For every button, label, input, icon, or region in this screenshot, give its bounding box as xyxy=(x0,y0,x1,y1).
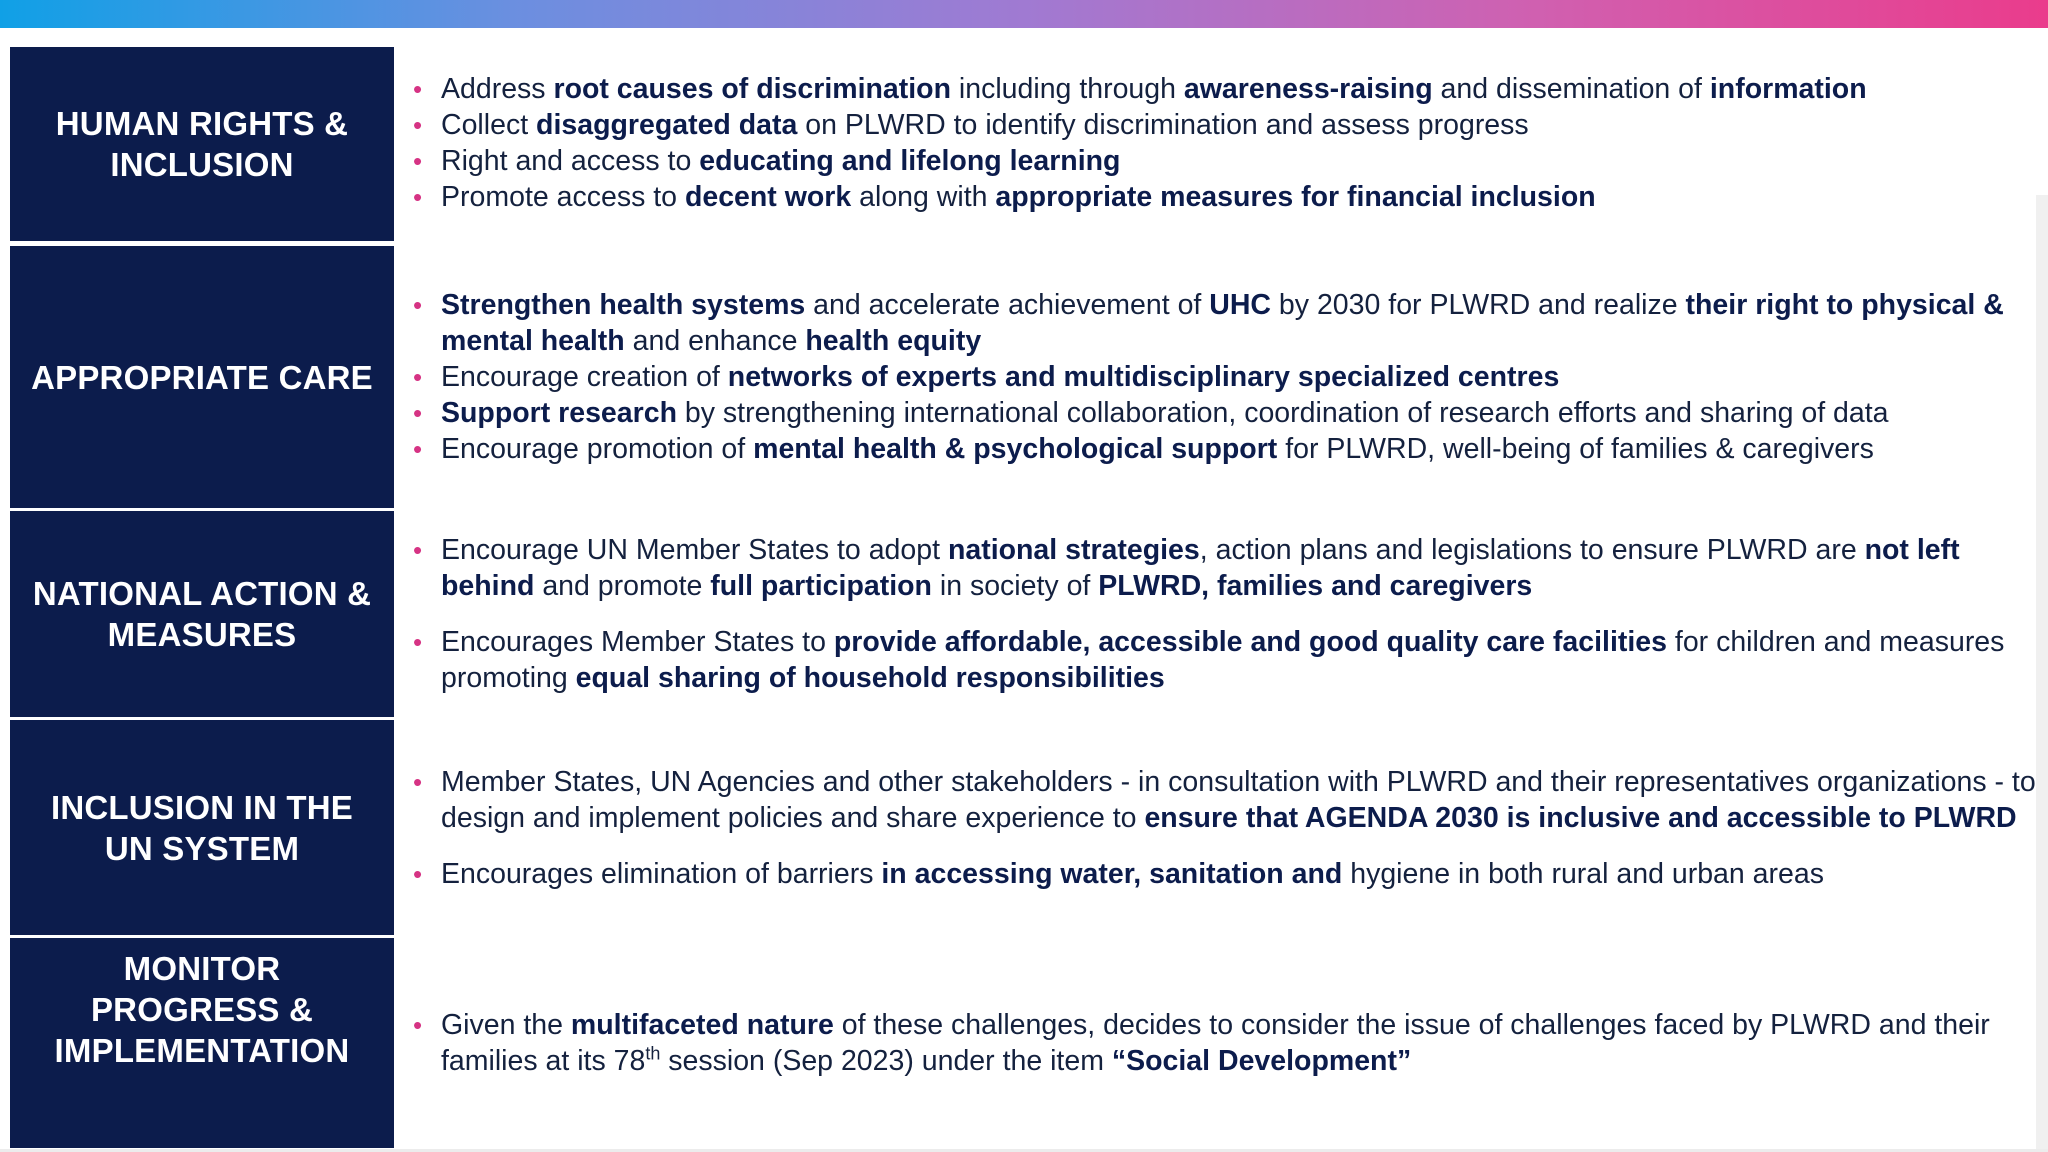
bullet-text-run: Encourages Member States to xyxy=(441,626,834,658)
section-label-box xyxy=(10,938,394,1148)
bullet-item xyxy=(410,287,2040,359)
bullet-item xyxy=(410,71,2040,107)
section-human-rights xyxy=(10,47,2040,241)
bullet-text-run: and dissemination of xyxy=(1432,73,1710,105)
bullet-text-run: hygiene in both rural and urban areas xyxy=(1342,857,1824,890)
bullet-list xyxy=(410,938,2040,1148)
bullet-text-run: networks of experts and multidisciplinary specialized centres xyxy=(727,361,1560,393)
section-label-box xyxy=(10,720,394,935)
bullet-text-run: along with xyxy=(851,181,996,213)
bullet-text-run: disaggregated data xyxy=(536,109,798,141)
bullet-text-run: provide affordable, accessible and good quality care facilities xyxy=(833,626,1667,658)
bullet-list xyxy=(410,47,2040,241)
bullet-list xyxy=(410,246,2040,508)
bullet-text-run: full participation xyxy=(710,570,932,602)
bullet-text-run: by 2030 for PLWRD and realize xyxy=(1271,289,1686,321)
bullet-text-run: and enhance xyxy=(624,325,806,357)
bullet-text-run: Collect xyxy=(441,109,537,141)
bullet-text-run: for children and measures promoting xyxy=(441,626,2005,694)
bullet-item xyxy=(410,624,2040,696)
bullet-text-run: information xyxy=(1709,73,1867,105)
bullet-text-run: “Social Development” xyxy=(1111,1045,1412,1077)
bullet-text-run: multifaceted nature xyxy=(570,1009,834,1041)
bullet-text-run: national strategies xyxy=(947,534,1200,566)
section-label-box xyxy=(10,246,394,508)
section-title: NATIONAL ACTION & MEASURES xyxy=(32,575,372,653)
bullet-text-run: Member States, UN Agencies and other stakeholders - in consultation with PLWRD and their representatives organizations - to design and implement policies and share experience to xyxy=(441,765,2036,834)
bullet-text-run: and accelerate achievement of xyxy=(805,289,1210,321)
bullet-item xyxy=(410,856,2040,892)
bullet-item xyxy=(410,107,2040,143)
bullet-item xyxy=(410,395,2040,431)
bullet-item xyxy=(410,764,2040,836)
bullet-text-run: PLWRD, families and caregivers xyxy=(1098,570,1533,602)
bullet-text-run: in society of xyxy=(931,570,1099,602)
bullet-item xyxy=(410,1007,2040,1079)
bullet-text-run: Encourage promotion of xyxy=(441,433,754,465)
bullet-text-run: appropriate measures for financial inclusion xyxy=(995,181,1596,213)
bullet-text-run: Support research xyxy=(441,397,677,429)
bullet-item xyxy=(410,179,2040,215)
bullet-text-run: by strengthening international collaboration, coordination of research efforts and sharing of data xyxy=(677,397,1889,429)
bullet-text-run: session (Sep 2023) under the item xyxy=(660,1045,1112,1077)
bullet-item xyxy=(410,359,2040,395)
bullet-text-run: root causes of discrimination xyxy=(553,73,951,105)
bullet-text-run: in accessing water, sanitation and xyxy=(881,857,1343,890)
bullet-text-run: Address xyxy=(441,73,554,105)
bullet-text-run: Given the xyxy=(441,1009,571,1041)
bullet-list xyxy=(410,511,2040,717)
section-monitor-progress xyxy=(10,938,2040,1148)
bullet-list xyxy=(410,720,2040,935)
bullet-text-run: not left behind xyxy=(441,534,1960,602)
bullet-item xyxy=(410,532,2040,604)
bullet-text-run: Right and access to xyxy=(441,145,700,177)
bullet-text-run: decent work xyxy=(684,181,852,213)
bullet-text-run: th xyxy=(645,1043,661,1064)
bullet-text-run: educating and lifelong learning xyxy=(699,145,1121,177)
section-label-box xyxy=(10,47,394,241)
bullet-text-run: and promote xyxy=(534,570,711,602)
section-national-action xyxy=(10,511,2040,717)
section-appropriate-care xyxy=(10,246,2040,508)
section-title: INCLUSION IN THE UN SYSTEM xyxy=(50,788,354,867)
bullet-text-run: UHC xyxy=(1209,289,1272,321)
bullet-text-run: health equity xyxy=(805,325,982,357)
bullet-text-run: their right to physical & mental health xyxy=(441,289,2004,357)
bullet-text-run: on PLWRD to identify discrimination and assess progress xyxy=(797,109,1529,141)
bullet-text-run: of these challenges, decides to consider the issue of challenges faced by PLWRD and their families at its 78 xyxy=(441,1009,1990,1077)
bullet-text-run: Encourage UN Member States to adopt xyxy=(441,534,948,566)
bullet-text-run: Encourage creation of xyxy=(441,361,728,393)
section-inclusion-un xyxy=(10,720,2040,935)
bullet-item xyxy=(410,431,2040,467)
bullet-text-run: awareness-raising xyxy=(1183,73,1433,105)
bullet-text-run: including through xyxy=(950,73,1184,105)
section-title: MONITOR PROGRESS & IMPLEMENTATION xyxy=(54,950,350,1069)
section-label-box xyxy=(10,511,394,717)
bullet-item xyxy=(410,143,2040,179)
section-title: HUMAN RIGHTS & INCLUSION xyxy=(55,105,349,183)
bullet-text-run: ensure that AGENDA 2030 is inclusive and accessible to PLWRD xyxy=(1144,801,2017,834)
bullet-text-run: equal sharing of household responsibilities xyxy=(575,662,1165,694)
bullet-text-run: for PLWRD, well-being of families & caregivers xyxy=(1277,433,1874,465)
bullet-text-run: Strengthen health systems xyxy=(441,289,806,321)
bullet-text-run: Promote access to xyxy=(441,181,685,213)
gradient-header-bar xyxy=(0,0,2048,28)
bullet-text-run: mental health & psychological support xyxy=(753,433,1278,465)
section-title: APPROPRIATE CARE xyxy=(31,358,373,396)
bullet-text-run: Encourages elimination of barriers xyxy=(441,857,882,890)
bullet-text-run: , action plans and legislations to ensure PLWRD are xyxy=(1199,534,1865,566)
